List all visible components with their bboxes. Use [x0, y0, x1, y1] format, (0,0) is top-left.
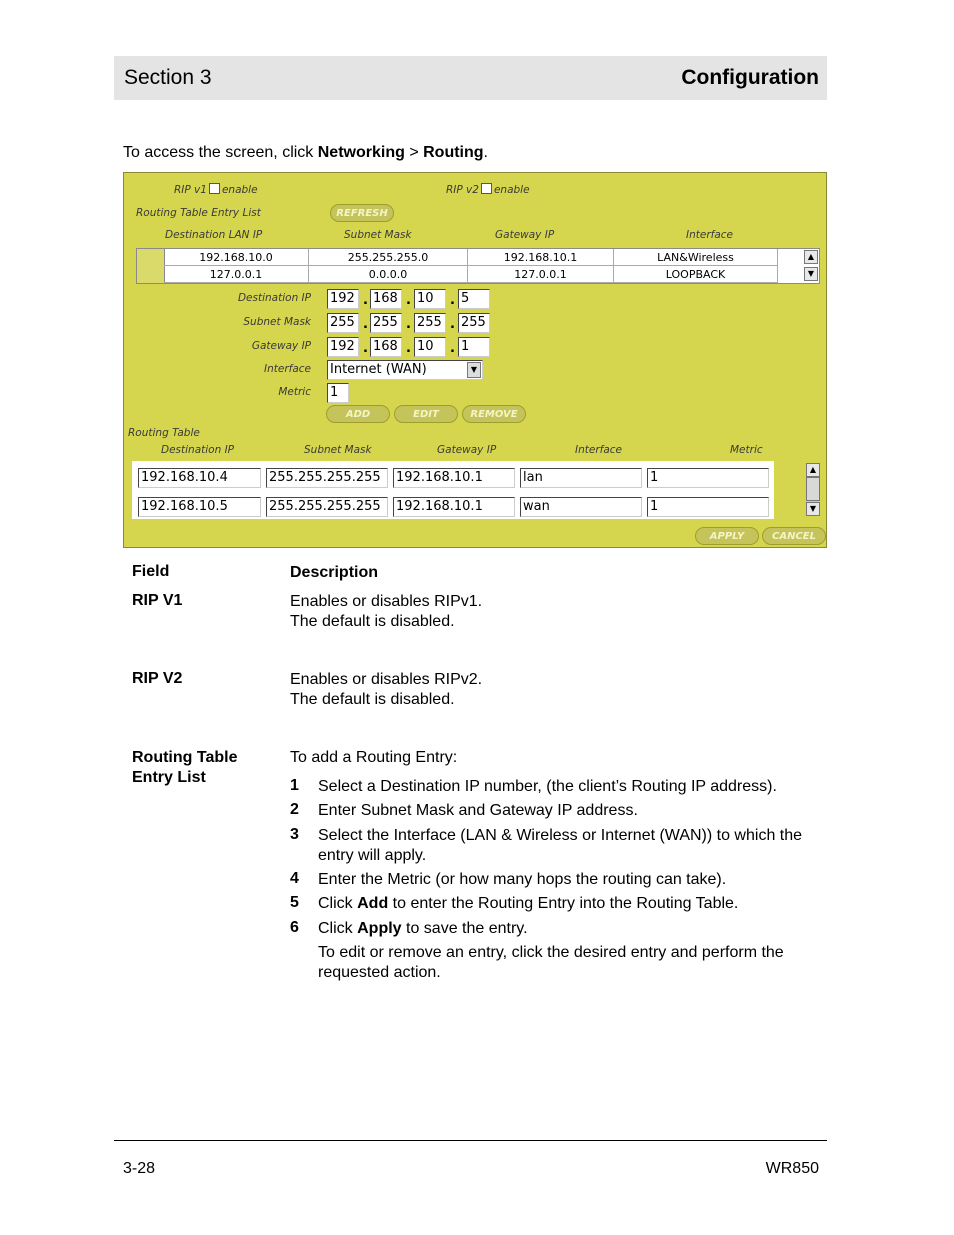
gateway-octet-2[interactable]: 168	[370, 337, 402, 357]
intro-menu: Networking	[317, 144, 405, 161]
step-number: 3	[290, 826, 299, 843]
subnet-octet-4[interactable]: 255	[458, 313, 490, 333]
metric-input[interactable]: 1	[327, 383, 349, 403]
scroll-up-icon[interactable]: ▲	[806, 463, 820, 477]
field-header: Field	[132, 563, 170, 580]
step-number: 4	[290, 870, 299, 887]
desc-rip-v2-line1: Enables or disables RIPv2.	[290, 671, 483, 688]
rip-v2-row	[446, 183, 530, 196]
step-text: Enter Subnet Mask and Gateway IP address.	[318, 802, 638, 819]
rt-cell[interactable]: 192.168.10.4	[138, 468, 261, 488]
grid-cell[interactable]: LAN&Wireless	[614, 249, 778, 266]
rt-cell[interactable]: 192.168.10.1	[393, 497, 515, 517]
intro-sep: >	[404, 144, 424, 161]
rt-cell[interactable]: wan	[520, 497, 642, 517]
intro-suffix: .	[483, 144, 488, 161]
subnet-octet-3[interactable]: 255	[414, 313, 446, 333]
scroll-down-icon[interactable]: ▼	[804, 267, 818, 281]
desc-rip-v2	[290, 670, 482, 710]
step-text-pre: Click	[318, 920, 358, 937]
rt-header-dest: Destination IP	[161, 444, 235, 456]
step-text	[318, 919, 818, 939]
rip-v2-checkbox[interactable]	[481, 183, 492, 194]
step-number: 2	[290, 801, 299, 818]
dest-ip-octet-4[interactable]: 5	[458, 289, 490, 309]
grid-cell[interactable]: 192.168.10.0	[164, 249, 309, 266]
ip-dot: .	[363, 341, 368, 356]
rip-v2-label: RIP v2	[446, 184, 479, 196]
step-text-pre: Click	[318, 895, 358, 912]
subnet-label: Subnet Mask	[243, 316, 311, 328]
dest-ip-octet-3[interactable]: 10	[414, 289, 446, 309]
product-name: WR850	[765, 1160, 819, 1177]
grid-cell[interactable]: 255.255.255.0	[309, 249, 468, 266]
subnet-octet-2[interactable]: 255	[370, 313, 402, 333]
rt-header-subnet: Subnet Mask	[304, 444, 372, 456]
step-text	[318, 894, 818, 914]
ip-dot: .	[406, 317, 411, 332]
grid-header-interface: Interface	[686, 229, 734, 241]
interface-select-value: Internet (WAN)	[330, 362, 427, 377]
section-title: Configuration	[681, 66, 819, 89]
step-text: Select the Interface (LAN & Wireless or Internet (WAN)) to which the entry will apply.	[318, 827, 803, 864]
step-text-bold: Apply	[357, 920, 402, 937]
gateway-octet-4[interactable]: 1	[458, 337, 490, 357]
desc-rip-v2-line2: The default is disabled.	[290, 691, 455, 708]
section-label: Section 3	[124, 66, 212, 89]
step-number: 1	[290, 777, 299, 794]
grid-header-subnet: Subnet Mask	[344, 229, 412, 241]
ip-dot: .	[450, 317, 455, 332]
rt-header-interface: Interface	[575, 444, 623, 456]
apply-button[interactable]: APPLY	[695, 527, 759, 545]
field-routing-table-entry-list	[132, 748, 237, 788]
scroll-down-icon[interactable]: ▼	[806, 502, 820, 516]
metric-label: Metric	[278, 386, 311, 398]
ip-dot: .	[450, 341, 455, 356]
step-text-post: to save the entry.	[401, 920, 528, 937]
scrollbar-thumb[interactable]	[806, 477, 820, 501]
page-number: 3-28	[123, 1160, 156, 1177]
gateway-octet-3[interactable]: 10	[414, 337, 446, 357]
step-number: 6	[290, 919, 299, 936]
cancel-button[interactable]: CANCEL	[762, 527, 826, 545]
section-header	[114, 56, 827, 100]
remove-button[interactable]: REMOVE	[462, 405, 526, 423]
field-rip-v1: RIP V1	[132, 592, 183, 609]
desc-rtel-lead: To add a Routing Entry:	[290, 749, 458, 766]
rip-v2-enable-label: enable	[493, 184, 530, 196]
refresh-button[interactable]: REFRESH	[330, 204, 394, 222]
rt-header-gateway: Gateway IP	[437, 444, 497, 456]
rt-cell[interactable]: 255.255.255.255	[266, 497, 388, 517]
dest-ip-octet-2[interactable]: 168	[370, 289, 402, 309]
dest-ip-label: Destination IP	[237, 292, 311, 304]
ip-dot: .	[406, 341, 411, 356]
scroll-up-icon[interactable]: ▲	[804, 250, 818, 264]
ip-dot: .	[450, 293, 455, 308]
routing-table-label: Routing Table	[128, 427, 200, 439]
step-number: 5	[290, 894, 299, 911]
grid-header-dest: Destination LAN IP	[165, 229, 263, 241]
rt-header-metric: Metric	[730, 444, 763, 456]
grid-cell[interactable]: 192.168.10.1	[468, 249, 614, 266]
desc-rip-v1-line1: Enables or disables RIPv1.	[290, 593, 483, 610]
field-rtel-line2: Entry List	[132, 769, 206, 786]
step-text: Enter the Metric (or how many hops the routing can take).	[318, 871, 727, 888]
description-header: Description	[290, 564, 379, 581]
intro-item: Routing	[423, 144, 484, 161]
rip-v1-label: RIP v1	[174, 184, 207, 196]
field-rip-v2: RIP V2	[132, 670, 183, 687]
rt-cell[interactable]: lan	[520, 468, 642, 488]
rip-v1-row	[174, 183, 258, 196]
rip-v1-checkbox[interactable]	[209, 183, 220, 194]
chevron-down-icon[interactable]: ▼	[467, 362, 481, 378]
add-button[interactable]: ADD	[326, 405, 390, 423]
edit-button[interactable]: EDIT	[394, 405, 458, 423]
rt-cell[interactable]: 255.255.255.255	[266, 468, 388, 488]
step-text: Select a Destination IP number, (the client’s Routing IP address).	[318, 778, 777, 795]
ip-dot: .	[363, 293, 368, 308]
desc-rip-v1-line2: The default is disabled.	[290, 613, 455, 630]
rt-cell[interactable]: 1	[647, 497, 769, 517]
rt-cell[interactable]: 192.168.10.5	[138, 497, 261, 517]
grid-header-gateway: Gateway IP	[495, 229, 555, 241]
routing-screenshot	[123, 172, 827, 548]
rt-cell[interactable]: 1	[647, 468, 769, 488]
step-text-post: to enter the Routing Entry into the Routing Table.	[388, 895, 739, 912]
rt-cell[interactable]: 192.168.10.1	[393, 468, 515, 488]
entry-list-label: Routing Table Entry List	[136, 207, 261, 219]
dest-ip-octet-1[interactable]: 192	[327, 289, 359, 309]
grid-cell[interactable]: 127.0.0.1	[164, 266, 309, 283]
gateway-label: Gateway IP	[251, 340, 311, 352]
field-rtel-line1: Routing Table	[132, 749, 238, 766]
ip-dot: .	[363, 317, 368, 332]
entry-list-grid[interactable]	[136, 248, 820, 284]
step-text-bold: Add	[357, 895, 389, 912]
interface-label: Interface	[263, 363, 311, 375]
row-selector-column[interactable]	[137, 249, 165, 283]
subnet-octet-1[interactable]: 255	[327, 313, 359, 333]
grid-cell[interactable]: 0.0.0.0	[309, 266, 468, 283]
interface-select[interactable]	[327, 360, 483, 380]
intro-prefix: To access the screen, click	[123, 144, 318, 161]
grid-cell[interactable]: 127.0.0.1	[468, 266, 614, 283]
intro-text	[123, 144, 488, 162]
grid-cell[interactable]: LOOPBACK	[614, 266, 778, 283]
footer-rule	[114, 1140, 827, 1141]
edit-remove-note: To edit or remove an entry, click the desired entry and perform the requested action.	[318, 944, 784, 981]
desc-rip-v1	[290, 592, 482, 632]
ip-dot: .	[406, 293, 411, 308]
gateway-octet-1[interactable]: 192	[327, 337, 359, 357]
rip-v1-enable-label: enable	[221, 184, 258, 196]
